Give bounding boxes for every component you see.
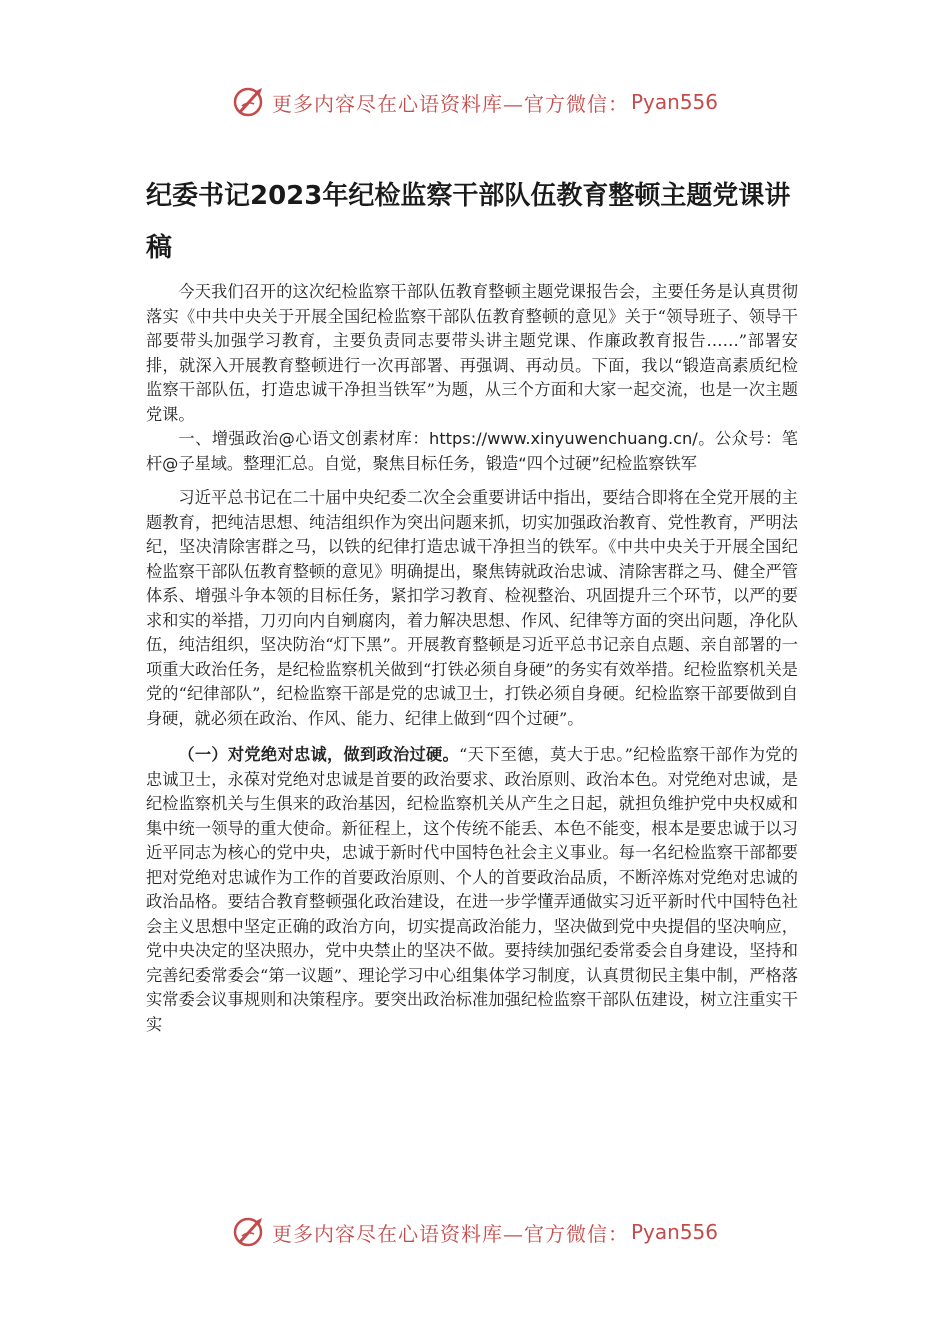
footer-banner <box>0 1212 950 1252</box>
document-body <box>146 280 798 1037</box>
paragraph-3-text: “天下至德，莫大于忠。”纪检监察干部作为党的忠诚卫士，永葆对党绝对忠诚是首要的政治要求、政治原则、政治本色。对党绝对忠诚，是纪检监察机关与生俱来的政治基因，纪检监察机关从产生之日起，就担负维护党中央权威和集中统一领导的重大使命。新征程上，这个传统不能丢、本色不能变，根本是要忠诚于以习近平同志为核心的党中央，忠诚于新时代中国特色社会主义事业。每一名纪检监察干部都要把对党绝对忠诚作为工作的首要政治原则、个人的首要政治品质，不断淬炼对党绝对忠诚的政治品格。要结合教育整顿强化政治建设，在进一步学懂弄通做实习近平新时代中国特色社会主义思想中坚定正确的政治方向，切实提高政治能力，坚决做到党中央提倡的坚决响应，党中央决定的坚决照办，党中央禁止的坚决不做。要持续加强纪委常委会自身建设，坚持和完善纪委常委会“第一议题”、理论学习中心组集体学习制度，认真贯彻民主集中制，严格落实常委会议事规则和决策程序。要突出政治标准加强纪检监察干部队伍建设，树立注重实干实 <box>146 745 798 1034</box>
paragraph-2: 习近平总书记在二十届中央纪委二次全会重要讲话中指出，要结合即将在全党开展的主题教育，把纯洁思想、纯洁组织作为突出问题来抓，切实加强政治教育、党性教育，严明法纪，坚决清除害群之马，以铁的纪律打造忠诚干净担当的铁军。《中共中央关于开展全国纪检监察干部队伍教育整顿的意见》明确提出，聚焦铸就政治忠诚、清除害群之马、健全严管体系、增强斗争本领的目标任务，紧扣学习教育、检视整治、巩固提升三个环节，以严的要求和实的举措，刀刃向内自剜腐肉，着力解决思想、作风、纪律等方面的突出问题，净化队伍，纯洁组织，坚决防治“灯下黑”。开展教育整顿是习近平总书记亲自点题、亲自部署的一项重大政治任务，是纪检监察机关做到“打铁必须自身硬”的务实有效举措。纪检监察机关是党的“纪律部队”，纪检监察干部是党的忠诚卫士，打铁必须自身硬。纪检监察干部要做到自身硬，就必须在政治、作风、能力、纪律上做到“四个过硬”。 <box>146 488 798 728</box>
pen-logo-icon <box>232 1215 266 1249</box>
document-title: 纪委书记2023年纪检监察干部队伍教育整顿主题党课讲稿 <box>146 181 791 263</box>
banner-text: 更多内容尽在心语资料库—官方微信： <box>271 1221 629 1246</box>
banner-wechat-id: Pyan556 <box>630 90 718 114</box>
banner-wechat-id: Pyan556 <box>630 1220 718 1244</box>
subheading-1: （一）对党绝对忠诚，做到政治过硬。 <box>178 745 460 764</box>
banner-text: 更多内容尽在心语资料库—官方微信： <box>271 91 629 116</box>
section-heading-1: 一、增强政治@心语文创素材库：https://www.xinyuwenchuang.cn/。公众号：笔杆@子星域。整理汇总。自觉，聚焦目标任务，锻造“四个过硬”纪检监察铁军 <box>146 429 798 473</box>
paragraph-3 <box>146 743 798 1037</box>
pen-logo-icon <box>232 85 266 119</box>
paragraph-intro: 今天我们召开的这次纪检监察干部队伍教育整顿主题党课报告会，主要任务是认真贯彻落实《中共中央关于开展全国纪检监察干部队伍教育整顿的意见》关于“领导班子、领导干部要带头加强学习教育，主要负责同志要带头讲主题党课、作廉政教育报告……”部署安排，就深入开展教育整顿进行一次再部署、再强调、再动员。下面，我以“锻造高素质纪检监察干部队伍，打造忠诚干净担当铁军”为题，从三个方面和大家一起交流，也是一次主题党课。 <box>146 282 798 424</box>
header-banner <box>0 82 950 122</box>
